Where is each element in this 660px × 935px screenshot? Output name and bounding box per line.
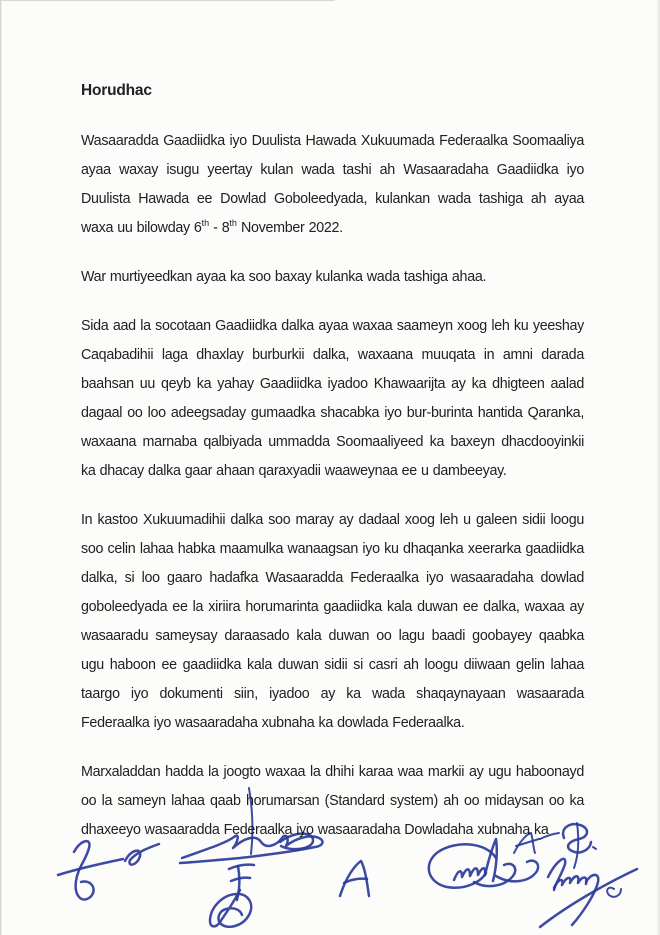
text-line: War murtiyeedkan ayaa ka soo baxay kulanka wada tashiga ahaa.	[81, 269, 487, 285]
text-line: Duulista Hawada ee Dowlad Goboleedyada, kulankan wada tashiga ah ayaa	[81, 191, 584, 207]
handwritten-signature-5	[540, 859, 637, 927]
text-line: taargo iyo dokumenti siin, iyadoo ay ka wada shaqaynayaan wasaarada	[81, 686, 584, 702]
text-line: Caqabadihii laga dhaxlay burburkii dalka, waxaana muuqata in amni darada	[81, 347, 584, 363]
paragraph-transport-situation	[81, 312, 584, 486]
text-line: goboleedyada ee la xiriira horumarinta gaadiidka kala duwan ee dalka, waxaa ay	[81, 599, 584, 615]
paragraph-meeting-announcement	[81, 127, 584, 243]
paragraph-government-efforts	[81, 506, 584, 738]
scan-edge-artifact-top	[0, 0, 335, 1]
ordinal-suffix: th	[229, 218, 237, 229]
text-line: dagaal oo loo adeegsaday gumaadka shacabka iyo bur-burinta hantida Qaranka,	[81, 405, 584, 421]
date-text: November 2022.	[236, 220, 343, 236]
paragraph-communique	[81, 263, 584, 292]
text-line: ka dhacay dalka gaar ahaan qaraxyadii waaweynaa ee u dambeeyay.	[81, 463, 507, 479]
text-line: wasaaradu sameysay daraasado kala duwan oo lagu baadi goobayey qaabka	[81, 628, 584, 644]
text-line: ayaa waxay isugu yeertay kulan wada tashi ah Wasaaradaha Gaadiidka iyo	[81, 162, 584, 178]
scan-edge-artifact-left	[0, 0, 2, 935]
text-line: Sida aad la socotaan Gaadiidka dalka ayaa waxaa saameyn xoog leh ku yeeshay	[81, 318, 584, 334]
text-line: In kastoo Xukuumadihii dalka soo maray ay dadaal xoog leh u galeen sidii loogu	[81, 512, 584, 528]
text-line: dalka, si loo gaaro hadafka Wasaaradda Federaalka iyo wasaaradaha dowlad	[81, 570, 584, 586]
date-text: waxa uu bilowday 6	[81, 220, 202, 236]
text-line: oo la sameyn lahaa qaab horumarsan (Standard system) ah oo midaysan oo ka	[81, 793, 584, 809]
text-line: baahsan uu qeyb ka yahay Gaadiidka iyadoo Khawaarijta ay ka dhigteen aalad	[81, 376, 584, 392]
section-heading: Horudhac	[81, 82, 152, 99]
handwritten-signature-3	[340, 861, 369, 896]
text-line: Marxaladdan hadda la joogto waxaa la dhihi karaa waa markii ay ugu haboonayd	[81, 764, 584, 780]
text-line-date	[81, 214, 584, 243]
document-content	[81, 76, 584, 865]
ordinal-suffix: th	[201, 218, 210, 229]
text-line: soo celin lahaa habka maamulka wanaagsan iyo ku dhaqanka xeerarka gaadiidka	[81, 541, 584, 557]
text-line: waxaana marnaba qalbiyada ummadda Soomaaliyeed ka baxeyn dhacdooyinkii	[81, 434, 584, 450]
handwritten-signature-1	[58, 841, 159, 899]
signature-block	[28, 776, 650, 935]
text-line: ugu haboon ee gaadiidka kala duwan sidii si casri ah loogu diiwaan gelin lahaa	[81, 657, 584, 673]
text-line: Federaalka iyo wasaaradaha xubnaha ka dowlada Federaalka.	[81, 715, 465, 731]
date-text: - 8	[209, 220, 230, 236]
text-line: dhaxeeyo wasaaradda Federaalka iyo wasaaradaha Dowladaha xubnaha ka	[81, 822, 549, 838]
scan-edge-artifact-right	[656, 0, 660, 935]
handwritten-signature-2	[180, 788, 322, 927]
text-line: Wasaaradda Gaadiidka iyo Duulista Hawada Xukuumada Federaalka Soomaaliya	[81, 133, 584, 149]
